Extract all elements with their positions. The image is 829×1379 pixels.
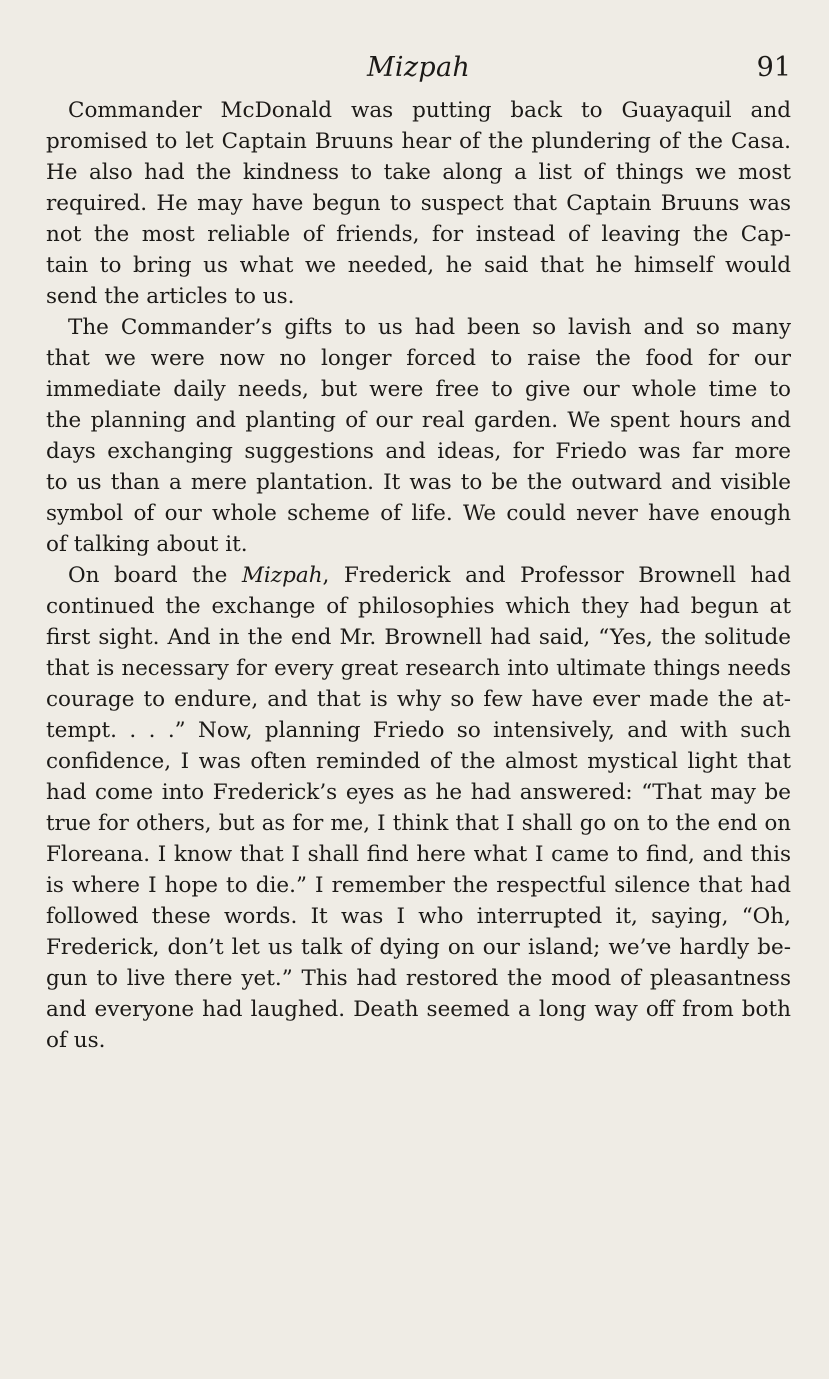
ship-name-italic: Mizpah xyxy=(241,563,323,588)
paragraph-3 xyxy=(46,560,791,1056)
text-line: continued the exchange of philosophies which they had begun at xyxy=(46,594,791,619)
body-text xyxy=(46,95,791,1056)
text-line: that we were now no longer forced to raise the food for our xyxy=(46,346,791,371)
text-line: the planning and planting of our real garden. We spent hours and xyxy=(46,408,791,433)
text-line: The Commander’s gifts to us had been so lavish and so many xyxy=(68,315,791,340)
text-line: confidence, I was often reminded of the almost mystical light that xyxy=(46,749,791,774)
text-line: courage to endure, and that is why so few have ever made the at- xyxy=(46,687,791,712)
text-line: true for others, but as for me, I think that I shall go on to the end on xyxy=(46,811,791,836)
text-line: to us than a mere plantation. It was to be the outward and visible xyxy=(46,470,791,495)
text-line: and everyone had laughed. Death seemed a long way off from both xyxy=(46,997,791,1022)
text-line: followed these words. It was I who interrupted it, saying, “Oh, xyxy=(46,904,791,929)
text-line: Frederick, don’t let us talk of dying on our island; we’ve hardly be- xyxy=(46,935,791,960)
text-line: is where I hope to die.” I remember the respectful silence that had xyxy=(46,873,791,898)
text-line: gun to live there yet.” This had restored the mood of pleasantness xyxy=(46,966,791,991)
text-line: of talking about it. xyxy=(46,532,248,557)
text-line: send the articles to us. xyxy=(46,284,295,309)
text-line: immediate daily needs, but were free to give our whole time to xyxy=(46,377,791,402)
text-line: had come into Frederick’s eyes as he had answered: “That may be xyxy=(46,780,791,805)
text-line: Commander McDonald was putting back to Guayaquil and xyxy=(68,98,791,123)
text-line: tain to bring us what we needed, he said that he himself would xyxy=(46,253,791,278)
paragraph-2 xyxy=(46,312,791,560)
text-line xyxy=(46,560,791,591)
text-run: On board the xyxy=(68,563,242,588)
text-run: , Frederick and Professor Brownell had xyxy=(322,563,791,588)
text-line: tempt. . . .” Now, planning Friedo so intensively, and with such xyxy=(46,718,791,743)
text-line: that is necessary for every great research into ultimate things needs xyxy=(46,656,791,681)
text-line: not the most reliable of friends, for instead of leaving the Cap- xyxy=(46,222,791,247)
running-title: Mizpah xyxy=(366,52,471,83)
text-line: first sight. And in the end Mr. Brownell had said, “Yes, the solitude xyxy=(46,625,791,650)
text-line: Floreana. I know that I shall find here what I came to find, and this xyxy=(46,842,791,867)
text-line: of us. xyxy=(46,1028,106,1053)
text-line: symbol of our whole scheme of life. We could never have enough xyxy=(46,501,791,526)
text-line: He also had the kindness to take along a list of things we most xyxy=(46,160,791,185)
running-head xyxy=(46,48,791,88)
text-line: days exchanging suggestions and ideas, for Friedo was far more xyxy=(46,439,791,464)
paragraph-1 xyxy=(46,95,791,312)
text-line: required. He may have begun to suspect that Captain Bruuns was xyxy=(46,191,791,216)
text-line: promised to let Captain Bruuns hear of the plundering of the Casa. xyxy=(46,129,791,154)
page-number: 91 xyxy=(756,52,791,83)
